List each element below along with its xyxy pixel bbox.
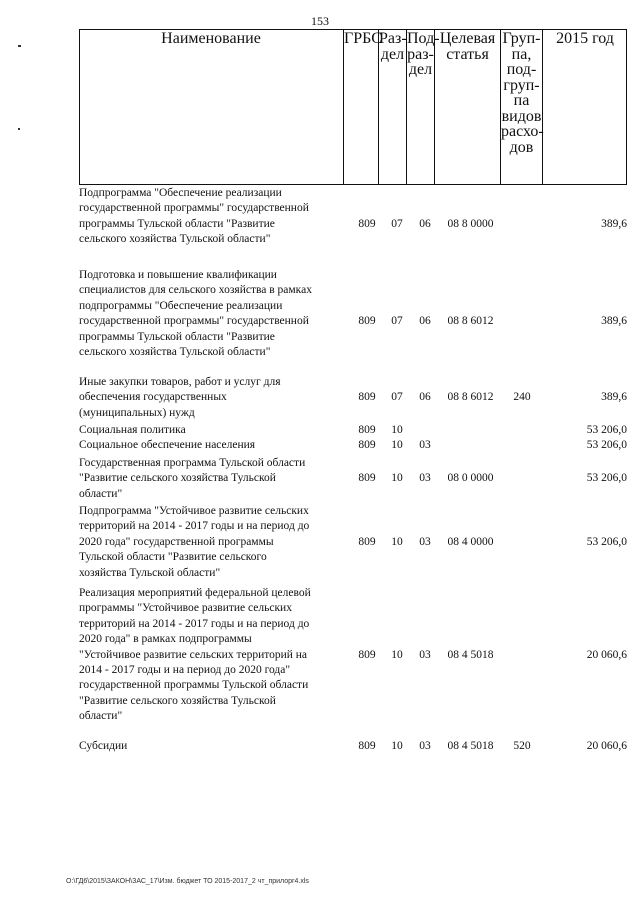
row-name-line: государственной программы" государственной (79, 202, 309, 215)
header-gruppa (501, 29, 543, 184)
cell-sum: 53 206,0 (586, 424, 627, 436)
header-razdel-line: дел (380, 45, 405, 63)
row-name-line: Субсидии (79, 740, 128, 752)
header-podrazdel (407, 29, 440, 184)
row-name-line: "Устойчивое развитие сельских территорий на (79, 648, 308, 661)
header-razdel-line: Раз- (379, 30, 407, 47)
table-row (79, 586, 627, 725)
cell-grbs: 809 (358, 648, 376, 661)
header-gruppa-line: под- (506, 61, 537, 78)
margin-mark (18, 128, 20, 130)
row-name-line: программы Тульской области "Развитие (79, 217, 275, 230)
row-name (79, 504, 344, 581)
cell-podrazdel: 03 (419, 439, 431, 451)
cell-celevaya: 08 8 0000 (447, 217, 494, 230)
row-name-line: Подготовка и повышение квалификации (79, 269, 277, 281)
cell-podrazdel: 06 (419, 217, 431, 230)
row-name-line: Социальное обеспечение населения (79, 439, 256, 451)
cell-grbs: 809 (358, 472, 376, 485)
row-name (79, 375, 344, 421)
cell-grbs: 809 (358, 424, 376, 436)
row-name-line: специалистов для сельского хозяйства в рамках (79, 284, 312, 297)
cell-celevaya: 08 8 6012 (447, 315, 494, 328)
row-name (79, 423, 344, 438)
cell-podrazdel: 03 (419, 648, 431, 661)
table-row (79, 268, 627, 360)
cell-grbs: 809 (358, 217, 376, 230)
cell-razdel: 10 (391, 439, 403, 451)
file-path-footer: O:\ГД6\2015\ЗАКОН\ЗАС_17\Изм. бюджет ТО 2015-2017_2 чт_прилорг4.xls (66, 878, 309, 885)
header-gruppa-line: видов (501, 107, 542, 125)
header-celevaya (435, 29, 501, 184)
header-gruppa-line: дов (509, 138, 534, 156)
cell-sum: 53 206,0 (586, 439, 627, 451)
cell-podrazdel: 03 (419, 472, 431, 485)
header-gruppa-line: Груп- (502, 30, 541, 47)
row-name (79, 268, 344, 360)
cell-razdel: 10 (391, 424, 403, 436)
row-name-line: (муниципальных) нужд (79, 406, 195, 419)
margin-mark (18, 45, 21, 47)
row-name-line: Реализация мероприятий федеральной целевой (79, 587, 311, 599)
cell-grbs: 809 (358, 439, 376, 451)
row-name (79, 186, 344, 248)
table-row (79, 456, 627, 502)
row-name-line: 2020 года" государственной программы (79, 535, 274, 548)
cell-sum: 389,6 (601, 391, 627, 404)
header-celevaya-line: Целевая (439, 30, 496, 47)
cell-podrazdel: 06 (419, 315, 431, 328)
cell-razdel: 10 (391, 472, 403, 485)
table-row (79, 504, 627, 581)
cell-razdel: 07 (391, 391, 403, 404)
row-name-line: хозяйства Тульской области" (79, 566, 221, 579)
row-name-line: Социальная политика (79, 424, 186, 436)
cell-celevaya: 08 4 5018 (447, 740, 494, 752)
row-name-line: Государственная программа Тульской области (79, 457, 306, 469)
row-name (79, 586, 344, 725)
row-name-line: области" (79, 710, 123, 723)
cell-razdel: 10 (391, 535, 403, 548)
header-podrazdel-line: дел (408, 61, 433, 78)
table-row (79, 739, 627, 754)
header-name-text: Наименование (161, 30, 261, 47)
row-name-line: сельского хозяйства Тульской области" (79, 346, 271, 359)
row-name (79, 438, 344, 453)
header-grbs (344, 29, 382, 184)
table-row (79, 186, 627, 248)
row-name-line: Иные закупки товаров, работ и услуг для (79, 376, 281, 388)
cell-podrazdel: 03 (419, 740, 431, 752)
row-name-line: 2020 года" в рамках подпрограммы (79, 633, 252, 646)
cell-grbs: 809 (358, 315, 376, 328)
cell-razdel: 07 (391, 217, 403, 230)
cell-gruppa: 240 (513, 391, 531, 404)
row-name-line: государственной программы Тульской области (79, 679, 309, 692)
row-name-line: обеспечения государственных (79, 391, 227, 404)
cell-podrazdel: 06 (419, 391, 431, 404)
row-name-line: Подпрограмма "Устойчивое развитие сельских (79, 505, 309, 517)
header-year (543, 29, 627, 184)
header-celevaya-line: статья (446, 45, 489, 63)
header-gruppa-line: па, (511, 45, 532, 63)
row-name (79, 739, 344, 754)
cell-celevaya: 08 4 0000 (447, 535, 494, 548)
row-name-line: территорий на 2014 - 2017 годы и на период до (79, 617, 310, 630)
header-razdel (379, 29, 407, 184)
cell-celevaya: 08 4 5018 (447, 648, 494, 661)
cell-sum: 20 060,6 (586, 740, 627, 752)
row-name-line: области" (79, 487, 123, 500)
cell-celevaya: 08 8 6012 (447, 391, 494, 404)
cell-sum: 20 060,6 (586, 648, 627, 661)
page-number: 153 (311, 14, 329, 28)
table-row (79, 423, 627, 438)
cell-razdel: 10 (391, 740, 403, 752)
row-name (79, 456, 344, 502)
row-name-line: территорий на 2014 - 2017 годы и на период до (79, 520, 310, 533)
table-row (79, 438, 627, 453)
row-name-line: государственной программы" государственной (79, 315, 309, 328)
cell-grbs: 809 (358, 535, 376, 548)
row-name-line: "Развитие сельского хозяйства Тульской (79, 472, 276, 485)
cell-sum: 389,6 (601, 315, 627, 328)
cell-podrazdel: 03 (419, 535, 431, 548)
row-name-line: 2014 - 2017 годы и на период до 2020 года" (79, 664, 291, 677)
cell-sum: 389,6 (601, 217, 627, 230)
cell-sum: 53 206,0 (586, 535, 627, 548)
header-podrazdel-line: раз- (407, 45, 434, 63)
table-row (79, 375, 627, 421)
row-name-line: Подпрограмма "Обеспечение реализации (79, 187, 282, 199)
header-grbs-text: ГРБС (344, 30, 382, 47)
cell-razdel: 07 (391, 315, 403, 328)
header-name (79, 29, 344, 184)
row-name-line: программы "Устойчивое развитие сельских (79, 602, 292, 615)
cell-gruppa: 520 (513, 740, 531, 752)
header-gruppa-line: груп- (503, 76, 540, 94)
cell-grbs: 809 (358, 391, 376, 404)
header-year-text: 2015 год (556, 30, 614, 47)
row-name-line: Тульской области "Развитие сельского (79, 551, 267, 564)
cell-razdel: 10 (391, 648, 403, 661)
cell-grbs: 809 (358, 740, 376, 752)
row-name-line: сельского хозяйства Тульской области" (79, 233, 271, 246)
cell-celevaya: 08 0 0000 (447, 472, 494, 485)
row-name-line: "Развитие сельского хозяйства Тульской (79, 694, 276, 707)
row-name-line: подпрограммы "Обеспечение реализации (79, 299, 283, 312)
header-gruppa-line: па (513, 92, 530, 109)
row-name-line: программы Тульской области "Развитие (79, 330, 275, 343)
header-gruppa-line: расхо- (501, 123, 544, 140)
cell-sum: 53 206,0 (586, 472, 627, 485)
header-podrazdel-line: Под- (407, 30, 440, 47)
